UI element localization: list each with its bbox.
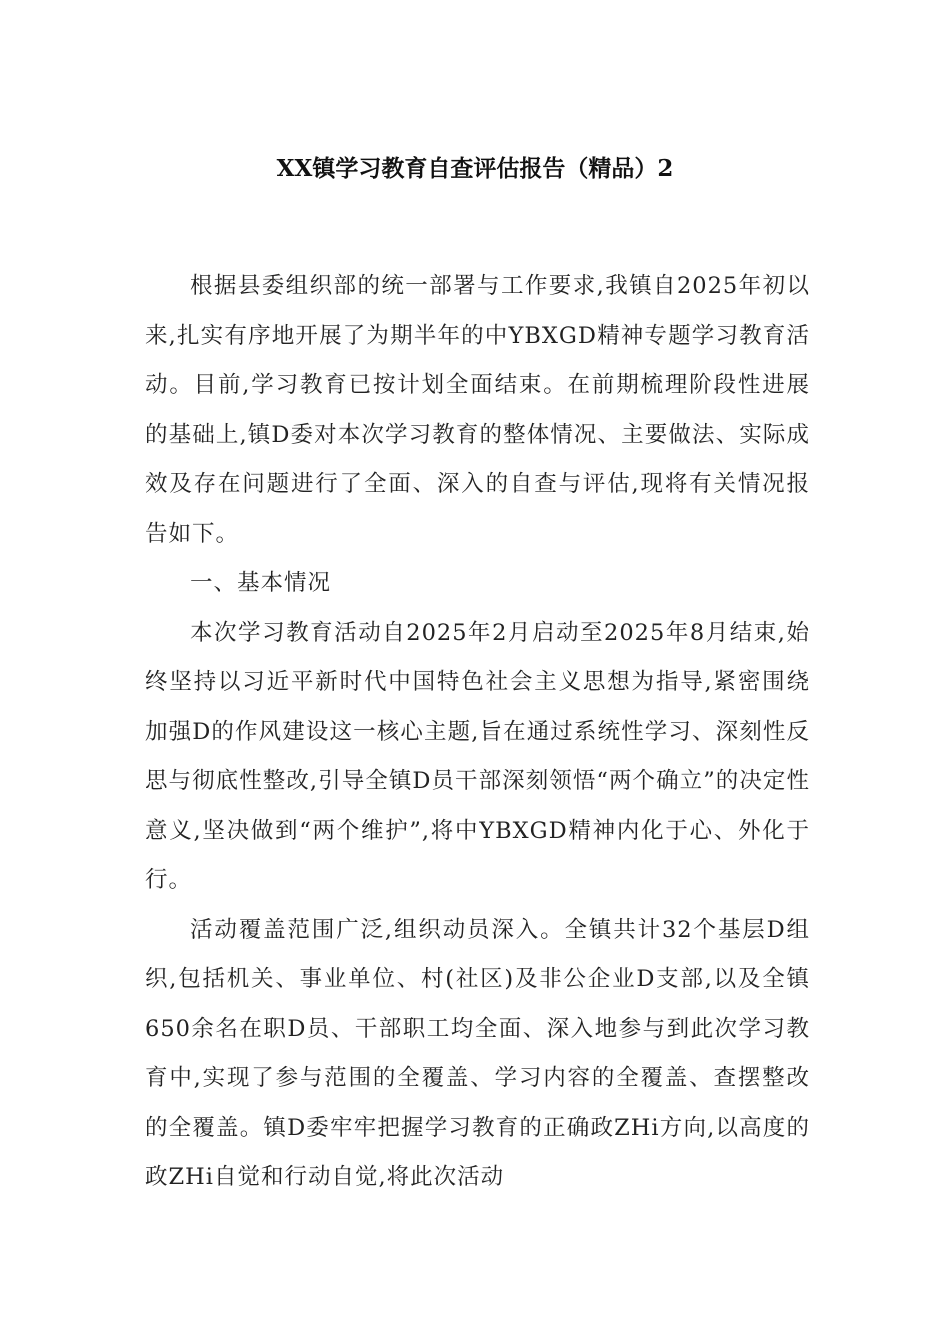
coverage-paragraph: 活动覆盖范围广泛,组织动员深入。全镇共计32个基层D组织,包括机关、事业单位、村(社区)及非公企业D支部,以及全镇650余名在职D员、干部职工均全面、深入地参与到此次学习教育中,实现了参与范围的全覆盖、学习内容的全覆盖、查摆整改的全覆盖。镇D委牢牢把握学习教育的正确政ZHi方向,以高度的政ZHi自觉和行动自觉,将此次活动 [145, 916, 810, 1190]
document-body [145, 262, 810, 1203]
intro-paragraph: 根据县委组织部的统一部署与工作要求,我镇自2025年初以来,扎实有序地开展了为期半年的中YBXGD精神专题学习教育活动。目前,学习教育已按计划全面结束。在前期梳理阶段性进展的基础上,镇D委对本次学习教育的整体情况、主要做法、实际成效及存在问题进行了全面、深入的自查与评估,现将有关情况报告如下。 [145, 273, 810, 547]
section-heading-basic-situation: 一、基本情况 [190, 570, 332, 596]
basic-situation-paragraph: 本次学习教育活动自2025年2月启动至2025年8月结束,始终坚持以习近平新时代中国特色社会主义思想为指导,紧密围绕加强D的作风建设这一核心主题,旨在通过系统性学习、深刻性反思与彻底性整改,引导全镇D员干部深刻领悟“两个确立”的决定性意义,坚决做到“两个维护”,将中YBXGD精神内化于心、外化于行。 [145, 619, 810, 893]
document-title: XX镇学习教育自查评估报告（精品）2 [276, 155, 674, 182]
